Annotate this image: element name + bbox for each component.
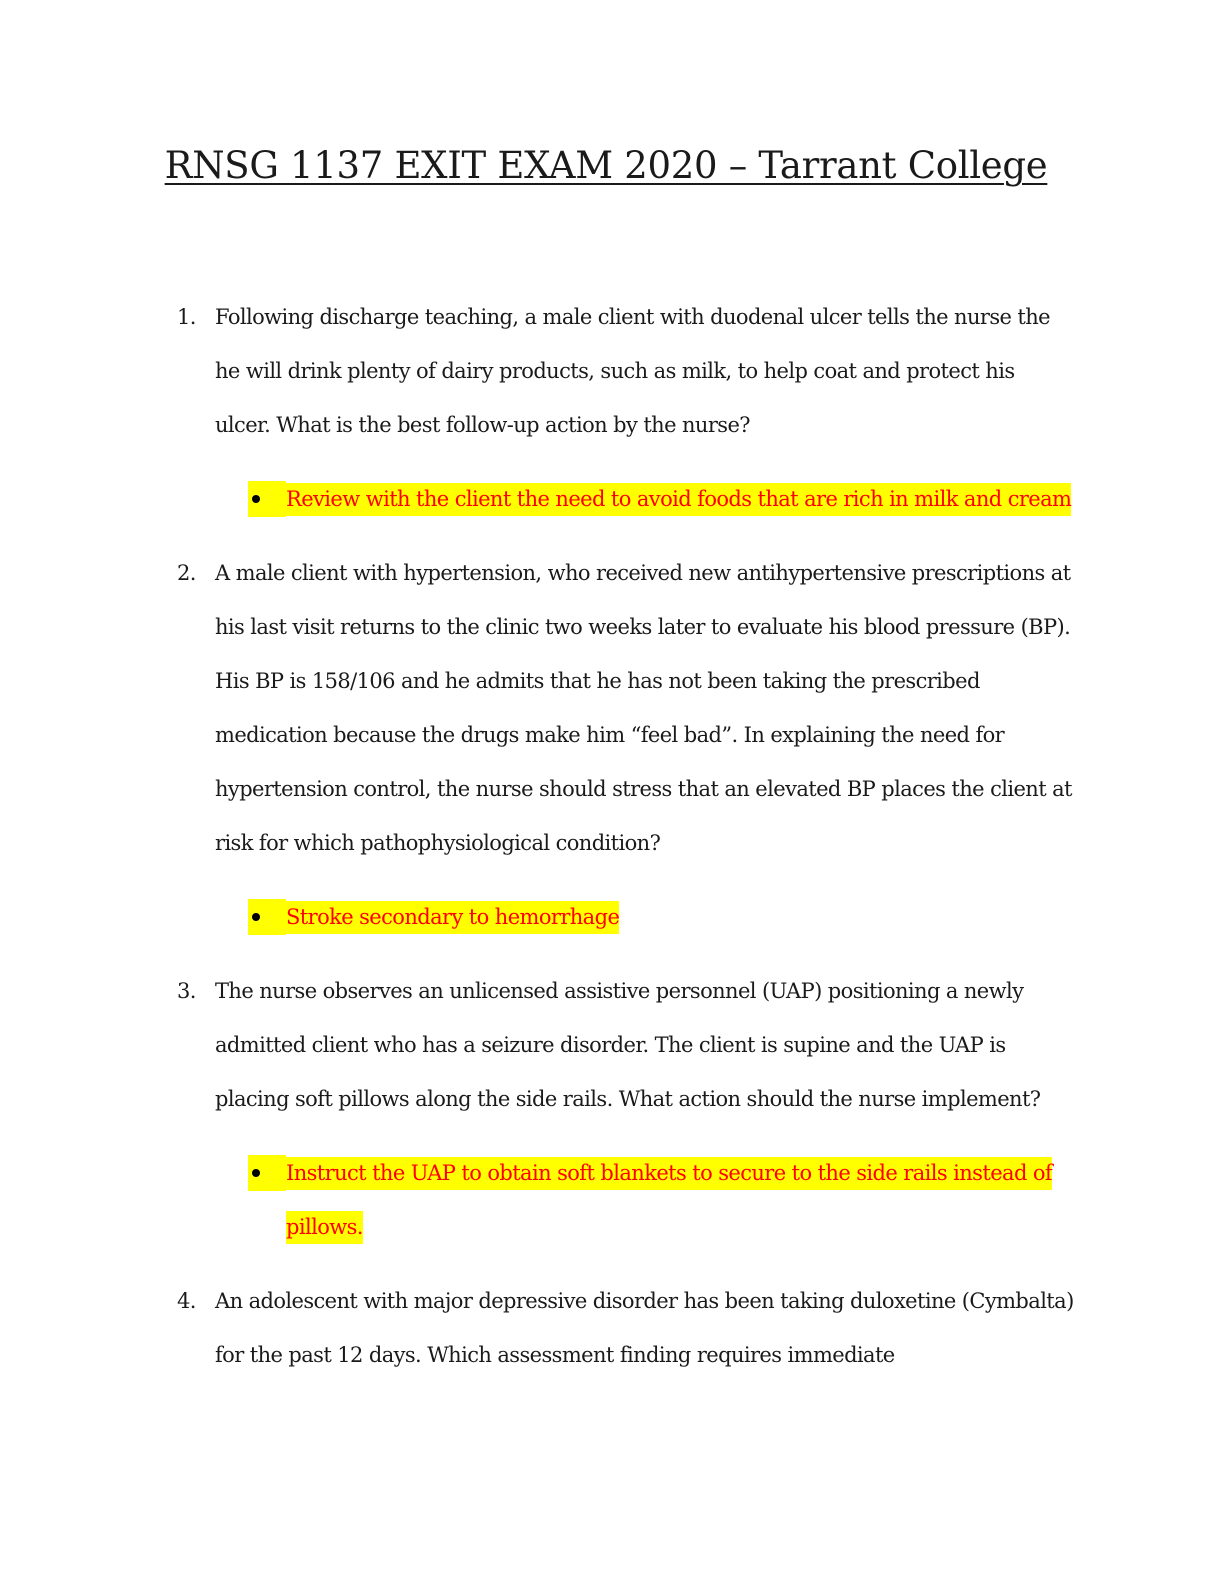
answer-text: Instruct the UAP to obtain soft blankets to secure to the side rails instead of pillows. [286, 1157, 1052, 1244]
question-4 [177, 1274, 1075, 1382]
question-1 [177, 290, 1075, 452]
question-text: The nurse observes an unlicensed assistive personnel (UAP) positioning a newly admitted client who has a seizure disorder. The client is supine and the UAP is placing soft pillows along the side rails. What action should the nurse implement? [215, 979, 1041, 1111]
document-title: RNSG 1137 EXIT EXAM 2020 – Tarrant College [164, 144, 1048, 187]
bullet-icon [248, 472, 286, 526]
question-number: 4. [177, 1289, 196, 1313]
answer-2 [286, 890, 1076, 944]
question-text: An adolescent with major depressive disorder has been taking duloxetine (Cymbalta) for the past 12 days. Which assessment finding requires immediate [215, 1289, 1074, 1367]
question-list [0, 290, 1224, 1402]
bullet-icon [248, 1146, 286, 1200]
question-number: 1. [177, 305, 196, 329]
question-3 [177, 964, 1075, 1126]
answer-text: Review with the client the need to avoid foods that are rich in milk and cream [286, 483, 1071, 516]
answer-1 [286, 472, 1076, 526]
question-number: 3. [177, 979, 196, 1003]
bullet-icon [248, 890, 286, 944]
question-2 [177, 546, 1075, 870]
question-text: Following discharge teaching, a male client with duodenal ulcer tells the nurse the he will drink plenty of dairy products, such as milk, to help coat and protect his ulcer. What is the best follow-up action by the nurse? [215, 305, 1050, 437]
answer-text: Stroke secondary to hemorrhage [286, 901, 619, 934]
question-number: 2. [177, 561, 196, 585]
question-text: A male client with hypertension, who received new antihypertensive prescriptions at his last visit returns to the clinic two weeks later to evaluate his blood pressure (BP). His BP is 158/106 and he admits that he has not been taking the prescribed medication because the drugs make him “feel bad”. In explaining the need for hypertension control, the nurse should stress that an elevated BP places the client at risk for which pathophysiological condition? [215, 561, 1072, 855]
answer-3 [286, 1146, 1076, 1254]
